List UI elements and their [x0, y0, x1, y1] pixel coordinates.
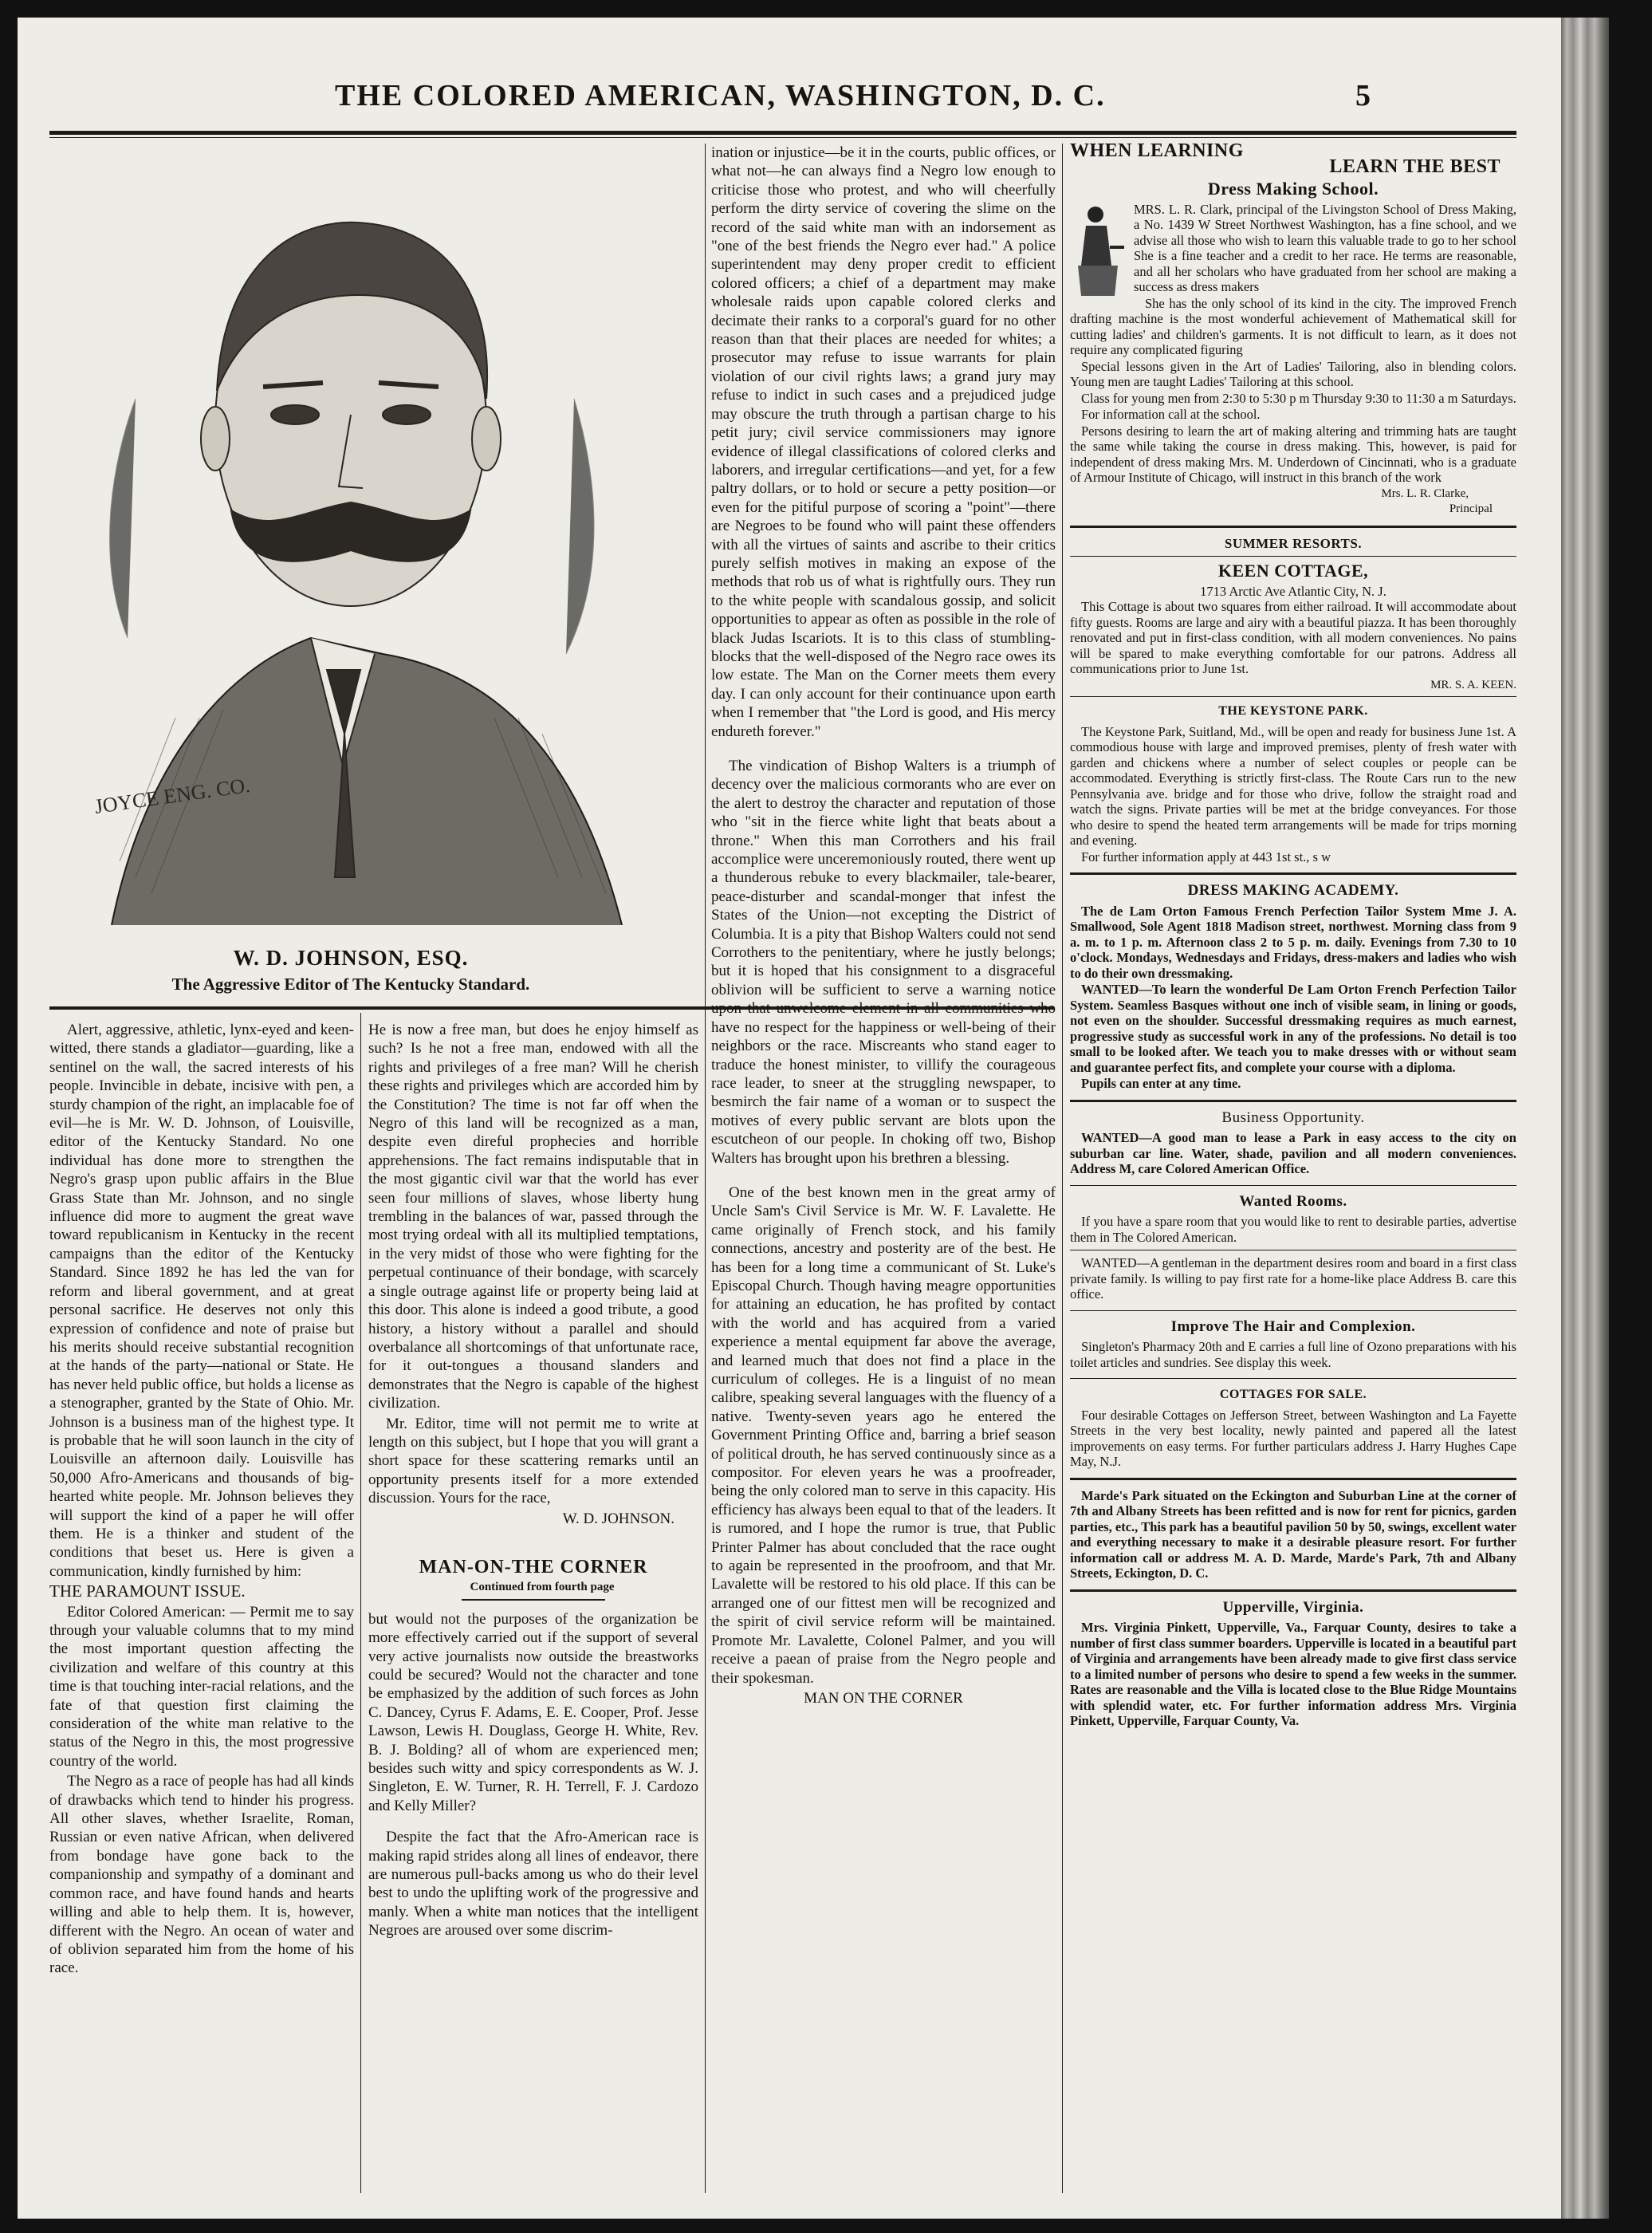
school-sig2: Principal: [1449, 502, 1493, 515]
cottages-text: Four desirable Cottages on Jefferson Street, between Washington and La Fayette Streets in the very best locality, newly painted and papered all the latest improvements on easy terms. For further particulars address J. Harry Hughes Cape May, N.J.: [1070, 1407, 1516, 1469]
ad-rule-3: [1070, 1100, 1516, 1102]
ad-rule-4: [1070, 1185, 1516, 1186]
masthead-title: THE COLORED AMERICAN, WASHINGTON, D. C.: [335, 79, 1106, 112]
cottages-heading: COTTAGES FOR SALE.: [1219, 1388, 1367, 1401]
masthead-rule: [49, 131, 1516, 135]
page-number: 5: [1355, 79, 1371, 112]
ad-rule-6: [1070, 1378, 1516, 1379]
school-h2: LEARN THE BEST: [1329, 156, 1501, 177]
paramount-heading: THE PARAMOUNT ISSUE.: [49, 1581, 246, 1601]
portrait-name: W. D. JOHNSON, ESQ.: [233, 946, 469, 970]
business-heading: Business Opportunity.: [1221, 1109, 1365, 1126]
keen-sig: MR. S. A. KEEN.: [1430, 678, 1516, 691]
masthead-rule-thin: [49, 137, 1516, 138]
academy-p3: Pupils can enter at any time.: [1081, 1076, 1241, 1091]
keystone-heading: THE KEYSTONE PARK.: [1218, 704, 1368, 718]
keen-address: 1713 Arctic Ave Atlantic City, N. J.: [1200, 583, 1386, 599]
school-p5: For information call at the school.: [1081, 407, 1261, 422]
summer-heading: SUMMER RESORTS.: [1224, 535, 1363, 551]
seamstress-icon: [1070, 202, 1126, 297]
school-sig1: Mrs. L. R. Clarke,: [1381, 486, 1469, 500]
ads-column: [1070, 144, 1516, 2193]
keystone-rule: [1070, 696, 1516, 697]
man-on-corner-heading: MAN-ON-THE CORNER: [419, 1556, 648, 1577]
academy-p1: The de Lam Orton Famous French Perfection Tailor System Mme J. A. Smallwood, Sole Agent 1818 Madison street, northwest. Morning class from 9 a. m. to 1 p. m. Afternoon class 2 to 5 p. m. daily. Evenings from 7.30 to 10 o'clock. Mondays, Wednesdays and Fridays, dress-makers and ladies who wish to do their own dressmaking.: [1070, 903, 1516, 981]
school-p6: Persons desiring to learn the art of making altering and trimming hats are taught the same while taking the course in dress making. This, however, is paid for independent of dress making Mrs. M. Underdown of Cincinnati, who is a graduate of Armour Institute of Chicago, will instruct in this branch of the work: [1070, 423, 1516, 485]
school-p2: She has the only school of its kind in the city. The improved French drafting machine is the most wonderful achievement of Mathematical skill for cutting ladies' and children's garments. It is not difficult to learn, as it does not require any complicated figuring: [1070, 295, 1516, 357]
academy-p2: WANTED—To learn the wonderful De Lam Orton French Perfection Tailor System. Seamless Basques without one inch of visible seam, in lining or goods, not even on the shoulder. Successful dressmaking requires as much earnest, progressive study as successful work in any of the professions. No detail is too small to be looked after. We teach you to make dresses with or without seam and guarantee perfect fits, and complete your course with a diploma.: [1070, 982, 1516, 1075]
keystone-text: The Keystone Park, Suitland, Md., will be open and ready for business June 1st. A commodious house with large and improved premises, plenty of fresh water with garden and chickens where a number of select couples or people can be accommodated. Everything is strictly first-class. The Route Cars run to the new Pennsylvania ave. bridge and for those who drive, follow the straight road and watch the signs. Private parties will be met at the bridge conveyances. For those who desire to spend the heated term arrangements will be made for trips morning and evening.: [1070, 723, 1516, 848]
continued-rule: [462, 1599, 605, 1601]
johnson-signature: W. D. JOHNSON.: [562, 1510, 675, 1527]
mardes-text: Marde's Park situated on the Eckington and Suburban Line at the corner of 7th and Albany Streets has been refitted and is now for rent for picnics, garden parties, etc., This park has a beautiful pavilion 50 by 50, swings, excellent water and everything necessary to make it a desirable pleasure resort. For further information call or address M. A. D. Marde, Marde's Park, 7th and Albany Streets, Eckington, D. C.: [1070, 1487, 1516, 1581]
portrait-engraving: [48, 160, 654, 925]
improve-hair-ad: [1070, 1319, 1516, 1371]
paramount-p3: He is now a free man, but does he enjoy himself as such? Is he not a free man, endowed with all the rights and privileges of a free man? Will he cherish these rights and privileges which are accorded him by the Constitution? The time is not far off when the Negro of this land will be recognized as a man, despite even direful prophecies and horrible apprehensions. The fact remains indisputable that in the most gigantic civil war that the world has ever seen four millions of slaves, whose liberty hung trembling in the balances of war, passed through the most trying ordeal with all its multiplied temptations, in the very midst of those who were fighting for the perpetual continuance of their bondage, with scarcely a single outrage against life or property being laid at this door. This alone is indeed a good tribute, a good history, a history without a parallel and should overbalance all shortcomings of that unfortunate race, for it out-tongues a thousand slanders and demonstrates that the Negro is capable of the highest civilization.: [368, 1022, 698, 1412]
ad-rule-8: [1070, 1589, 1516, 1592]
wanted-rooms-ad: [1070, 1194, 1516, 1302]
upperville-text: Mrs. Virginia Pinkett, Upperville, Va., Farquar County, desires to take a number of first class summer boarders. Upperville is located in a beautiful part of Virginia and arrangements have been already made to give first class service to a limited number of persons who desire to spend a few weeks in the summer. Rates are reasonable and the Villa is located close to the Blue Ridge Mountains with splendid water, etc. For further information address Mrs. Virginia Pinkett, Upperville, Farquar County, Va.: [1070, 1620, 1516, 1728]
corner-p4: The vindication of Bishop Walters is a triumph of decency over the malicious cormorants who are ever on the alert to destroy the character and reputation of those who "sit in the fierce white light that beats about a throne." When this man Corrothers and his frail accomplice were unceremoniously routed, there went up a thunderous rebuke to every blackmailer, tale-bearer, peace-disturber and scandal-monger that infest the States of the Union—not excepting the District of Columbia. It is a pity that Bishop Walters could not send Corrothers to the penitentiary, where he justly belongs; but it is hoped that his consignment to a disgraceful oblivion will be sufficient to serve a warning notice upon that unwelcome element in all communities who have no respect for the happiness or well-being of their neighbors or the race. Miscreants who stand eager to traduce the honest minister, to villify the courageous race leader, to sneer at the struggling newspaper, to besmirch the fair name of a woman or to suspect the motives of every public servant are blots upon the escutcheon of our people. In choking off two, Bishop Walters has brought upon his brethren a blessing.: [711, 758, 1056, 1167]
school-p3: Special lessons given in the Art of Ladies' Tailoring, also in blending colors. Young men are taught Ladies' Tailoring at this school.: [1070, 358, 1516, 389]
corner-p1: but would not the purposes of the organization be more effectively carried out if the support of several very active journalists now outside the breastworks could be secured? Would not the character and tone be emphasized by the addition of such forces as John C. Dancey, Cyrus F. Adams, E. E. Cooper, Prof. Jesse Lawson, Lewis H. Douglass, George H. White, Rev. B. J. Bolding? all of whom are experienced men; besides such witty and spicy correspondents as W. J. Singleton, E. W. Turner, R. H. Terrell, F. J. Cardozo and Kelly Miller?: [368, 1610, 698, 1814]
engraver-mark: JOYCE ENG. CO.: [92, 773, 252, 818]
column-1: [49, 1021, 354, 2193]
col-separator-3: [1062, 144, 1063, 2193]
corner-signature: MAN ON THE CORNER: [804, 1689, 963, 1707]
upperville-heading: Upperville, Virginia.: [1222, 1598, 1364, 1616]
keen-heading: KEEN COTTAGE,: [1217, 561, 1369, 581]
summer-subrule: [1070, 556, 1516, 557]
rooms-heading: Wanted Rooms.: [1239, 1192, 1347, 1210]
upperville-ad: [1070, 1600, 1516, 1729]
paramount-p4: Mr. Editor, time will not permit me to write at length on this subject, but I hope that you will grant a short space for these scattering remarks until an opportunity presents itself for a more extended discussion. Yours for the race,: [368, 1415, 698, 1507]
portrait-subtitle: The Aggressive Editor of The Kentucky Standard.: [171, 975, 530, 994]
business-text: WANTED—A good man to lease a Park in easy access to the city on suburban car line. Water, shade, pavilion and all modern conveniences. Address M, care Colored American Office.: [1070, 1130, 1516, 1176]
ad-rule-1: [1070, 526, 1516, 528]
keen-text: This Cottage is about two squares from either railroad. It will accommodate about fifty guests. Rooms are large and airy with a beautiful piazza. It has been thoroughly renovated and put in first-class condition, with all modern conveniences. No pains will be spared to make everything comfortable for our patrons. Address all communications prior to June 1st.: [1070, 599, 1516, 676]
paramount-p2: The Negro as a race of people has had all kinds of drawbacks which tend to hinder his progress. All other slaves, whether Israelite, Roman, Russian or even native African, when delivered from bondage have gone back to the companionship and sympathy of a dominant and common race, and have found hands and hearts willing and able to help them. It is, however, different with the Negro. An ocean of water and of oblivion separated him from the home of his race.: [49, 1773, 354, 1977]
johnson-intro: Alert, aggressive, athletic, lynx-eyed and keen-witted, there stands a gladiator—guarding, like a sentinel on the wall, the sacred interests of his people. Invincible in debate, incisive with pen, a sturdy champion of the right, an implacable foe of evil—he is Mr. W. D. Johnson, of Louisville, editor of the Kentucky Standard. No one individual has done more to strengthen the Negro's grasp upon public affairs in the Blue Grass State than Mr. Johnson, and no single influence did more to augment the great wave toward republicanism in Kentucky in the recent campaigns than the editor of the Kentucky Standard. Since 1892 he has led the van for reform and liberal government, and at great personal sacrifice. He deserves not only this expression of confidence and note of praise but his merits should receive substantial recognition at the hands of the party—national or State. He has never held public office, but holds a license as a stenographer, granted by the State of Ohio. Mr. Johnson is a business man of the highest type. It is probable that he will soon launch in the city of Louisville an afternoon daily. Louisville has 50,000 Afro-Americans and thousands of big-hearted white people. Mr. Johnson believes they will support the kind of a paper he will offer them. He is a thinker and student of the conditions that beset us. Here is given a communication, kindly furnished by him:: [49, 1022, 354, 1580]
summer-resorts-ad: [1070, 536, 1516, 865]
ad-rule-7: [1070, 1478, 1516, 1480]
dressmaking-school-ad: [1070, 144, 1516, 518]
improve-text: Singleton's Pharmacy 20th and E carries a full line of Ozono preparations with his toilet articles and sundries. See display this week.: [1070, 1339, 1516, 1370]
corner-p3: ination or injustice—be it in the courts, public offices, or what not—he can always find a Negro low enough to criticise those who protest, and who will cheerfully perform the dirty service of covering the slime on the record of the said white man with an indorsement as "one of the best friends the Negro ever had." A police superintendent may deny proper credit to efficient colored officers; a chief of a department may make wholesale raids upon capable colored clerks and decimate their ranks to a corporal's guard for no other reason than that their places are needed for whites; a prosecutor may refuse to issue warrants for plain violation of our civil rights laws; a grand jury may refuse to indict in such cases and a prejudiced judge may obscure the truth through a partisan charge to his petit jury; civil service commissioners may ignore evidence of illegal classifications of colored clerks and laborers, and irregular certifications—and yet, for a few paltry dollars, or to hold or secure a petty position—or even for the pitiful purpose of scoring a "point"—there are Negroes to be found who will paint these offenders with all the virtues of saints and ascribe to their critics purely selfish motives in making an expose of the methods that rob us of what is rightfully ours. They run to the white people with scandalous gossip, and solicit opportunities to appear as often as possible in the role of black Judas Iscariots. It is to this class of stumbling-blocks that the well-disposed of the Negro race owes its low estate. The Man on the Corner meets them every day. I can only account for their continuance upon earth when I remember that "the Lord is good, and His mercy endureth forever.": [711, 144, 1056, 740]
col-separator-2: [705, 144, 706, 2193]
mardes-park-ad: [1070, 1488, 1516, 1581]
ad-rule-5: [1070, 1310, 1516, 1311]
rooms-text2: WANTED—A gentleman in the department desires room and board in a first class private family. Is willing to pay first rate for a home-like place Address B. care this office.: [1070, 1255, 1516, 1302]
school-h3: Dress Making School.: [1207, 179, 1379, 199]
dressmaking-academy-ad: [1070, 883, 1516, 1092]
improve-heading: Improve The Hair and Complexion.: [1170, 1317, 1416, 1335]
corner-p5: One of the best known men in the great army of Uncle Sam's Civil Service is Mr. W. F. Lavalette. He came originally of French stock, and his family connections, ancestry and posterity are of the best. He has been for a long time a communicant of St. Luke's Episcopal Church. Though having meagre opportunities for attaining an education, he has profited by contact with the world and has acquired from a varied experience a mental equipment far above the average, and learned much that does not find a place in the curriculum of colleges. He is a linguist of no mean calibre, speaking several languages with the fluency of a native. Twenty-seven years ago he entered the Government Printing Office and, barring a brief season of political drouth, he has served continuously since as a compositor. For eleven years he was a proofreader, being the only colored man to serve in this capacity. His efficiency has always been equal to that of the leaders. It is rumored, and I hope the rumor is true, that Public Printer Palmer has about concluded that the race ought to again be represented in the proofroom, and that Mr. Lavalette will be restored to his old place. If this can be arranged one of our fittest men will be recognized and the spirit of civil service reform will be maintained. Promote Mr. Lavalette, Colonel Palmer, and you will receive a paean of praise from the Negro people and their spokesman.: [711, 1183, 1056, 1687]
masthead: [32, 78, 1531, 126]
school-h1: WHEN LEARNING: [1070, 144, 1244, 161]
continued-note: Continued from fourth page: [470, 1581, 615, 1594]
rooms-text: If you have a spare room that you would like to rent to desirable parties, advertise them in The Colored American.: [1070, 1214, 1516, 1245]
business-opportunity-ad: [1070, 1110, 1516, 1177]
page-edge: [1561, 18, 1609, 2219]
school-p1: MRS. L. R. Clark, principal of the Livingston School of Dress Making, a No. 1439 W Street Northwest Washington, has a fine school, and we advise all those who wish to learn this valuable trade to go to her school She is a fine teacher and a credit to her race. He terms are reasonable, and all her scholars who have graduated from her school are making a success as dress makers: [1134, 201, 1516, 294]
ad-rule-2: [1070, 872, 1516, 875]
keystone-text2: For further information apply at 443 1st st., s w: [1081, 849, 1331, 864]
col-separator-1: [360, 1013, 361, 2193]
academy-heading: DRESS MAKING ACADEMY.: [1187, 882, 1399, 899]
corner-p2: Despite the fact that the Afro-American race is making rapid strides along all lines of endeavor, there are numerous pull-backs among us who do their level best to undo the uplifting work of the progressive and manly. When a white man notices that the intelligent Negroes are aroused over some discrim-: [368, 1829, 698, 1940]
cottages-ad: [1070, 1387, 1516, 1470]
column-3: [711, 144, 1056, 2193]
paramount-p1: Editor Colored American: — Permit me to say through your valuable columns that to my mind the most important question affecting the civilization and welfare of this country at this time is that touching inter-racial relations, and the fate of that question first claiming the consideration of the white man relative to the status of the Negro in this, the most progressive country of the world.: [49, 1603, 354, 1770]
school-p4: Class for young men from 2:30 to 5:30 p m Thursday 9:30 to 11:30 a m Saturdays.: [1081, 390, 1516, 406]
column-2: [368, 1021, 698, 2193]
